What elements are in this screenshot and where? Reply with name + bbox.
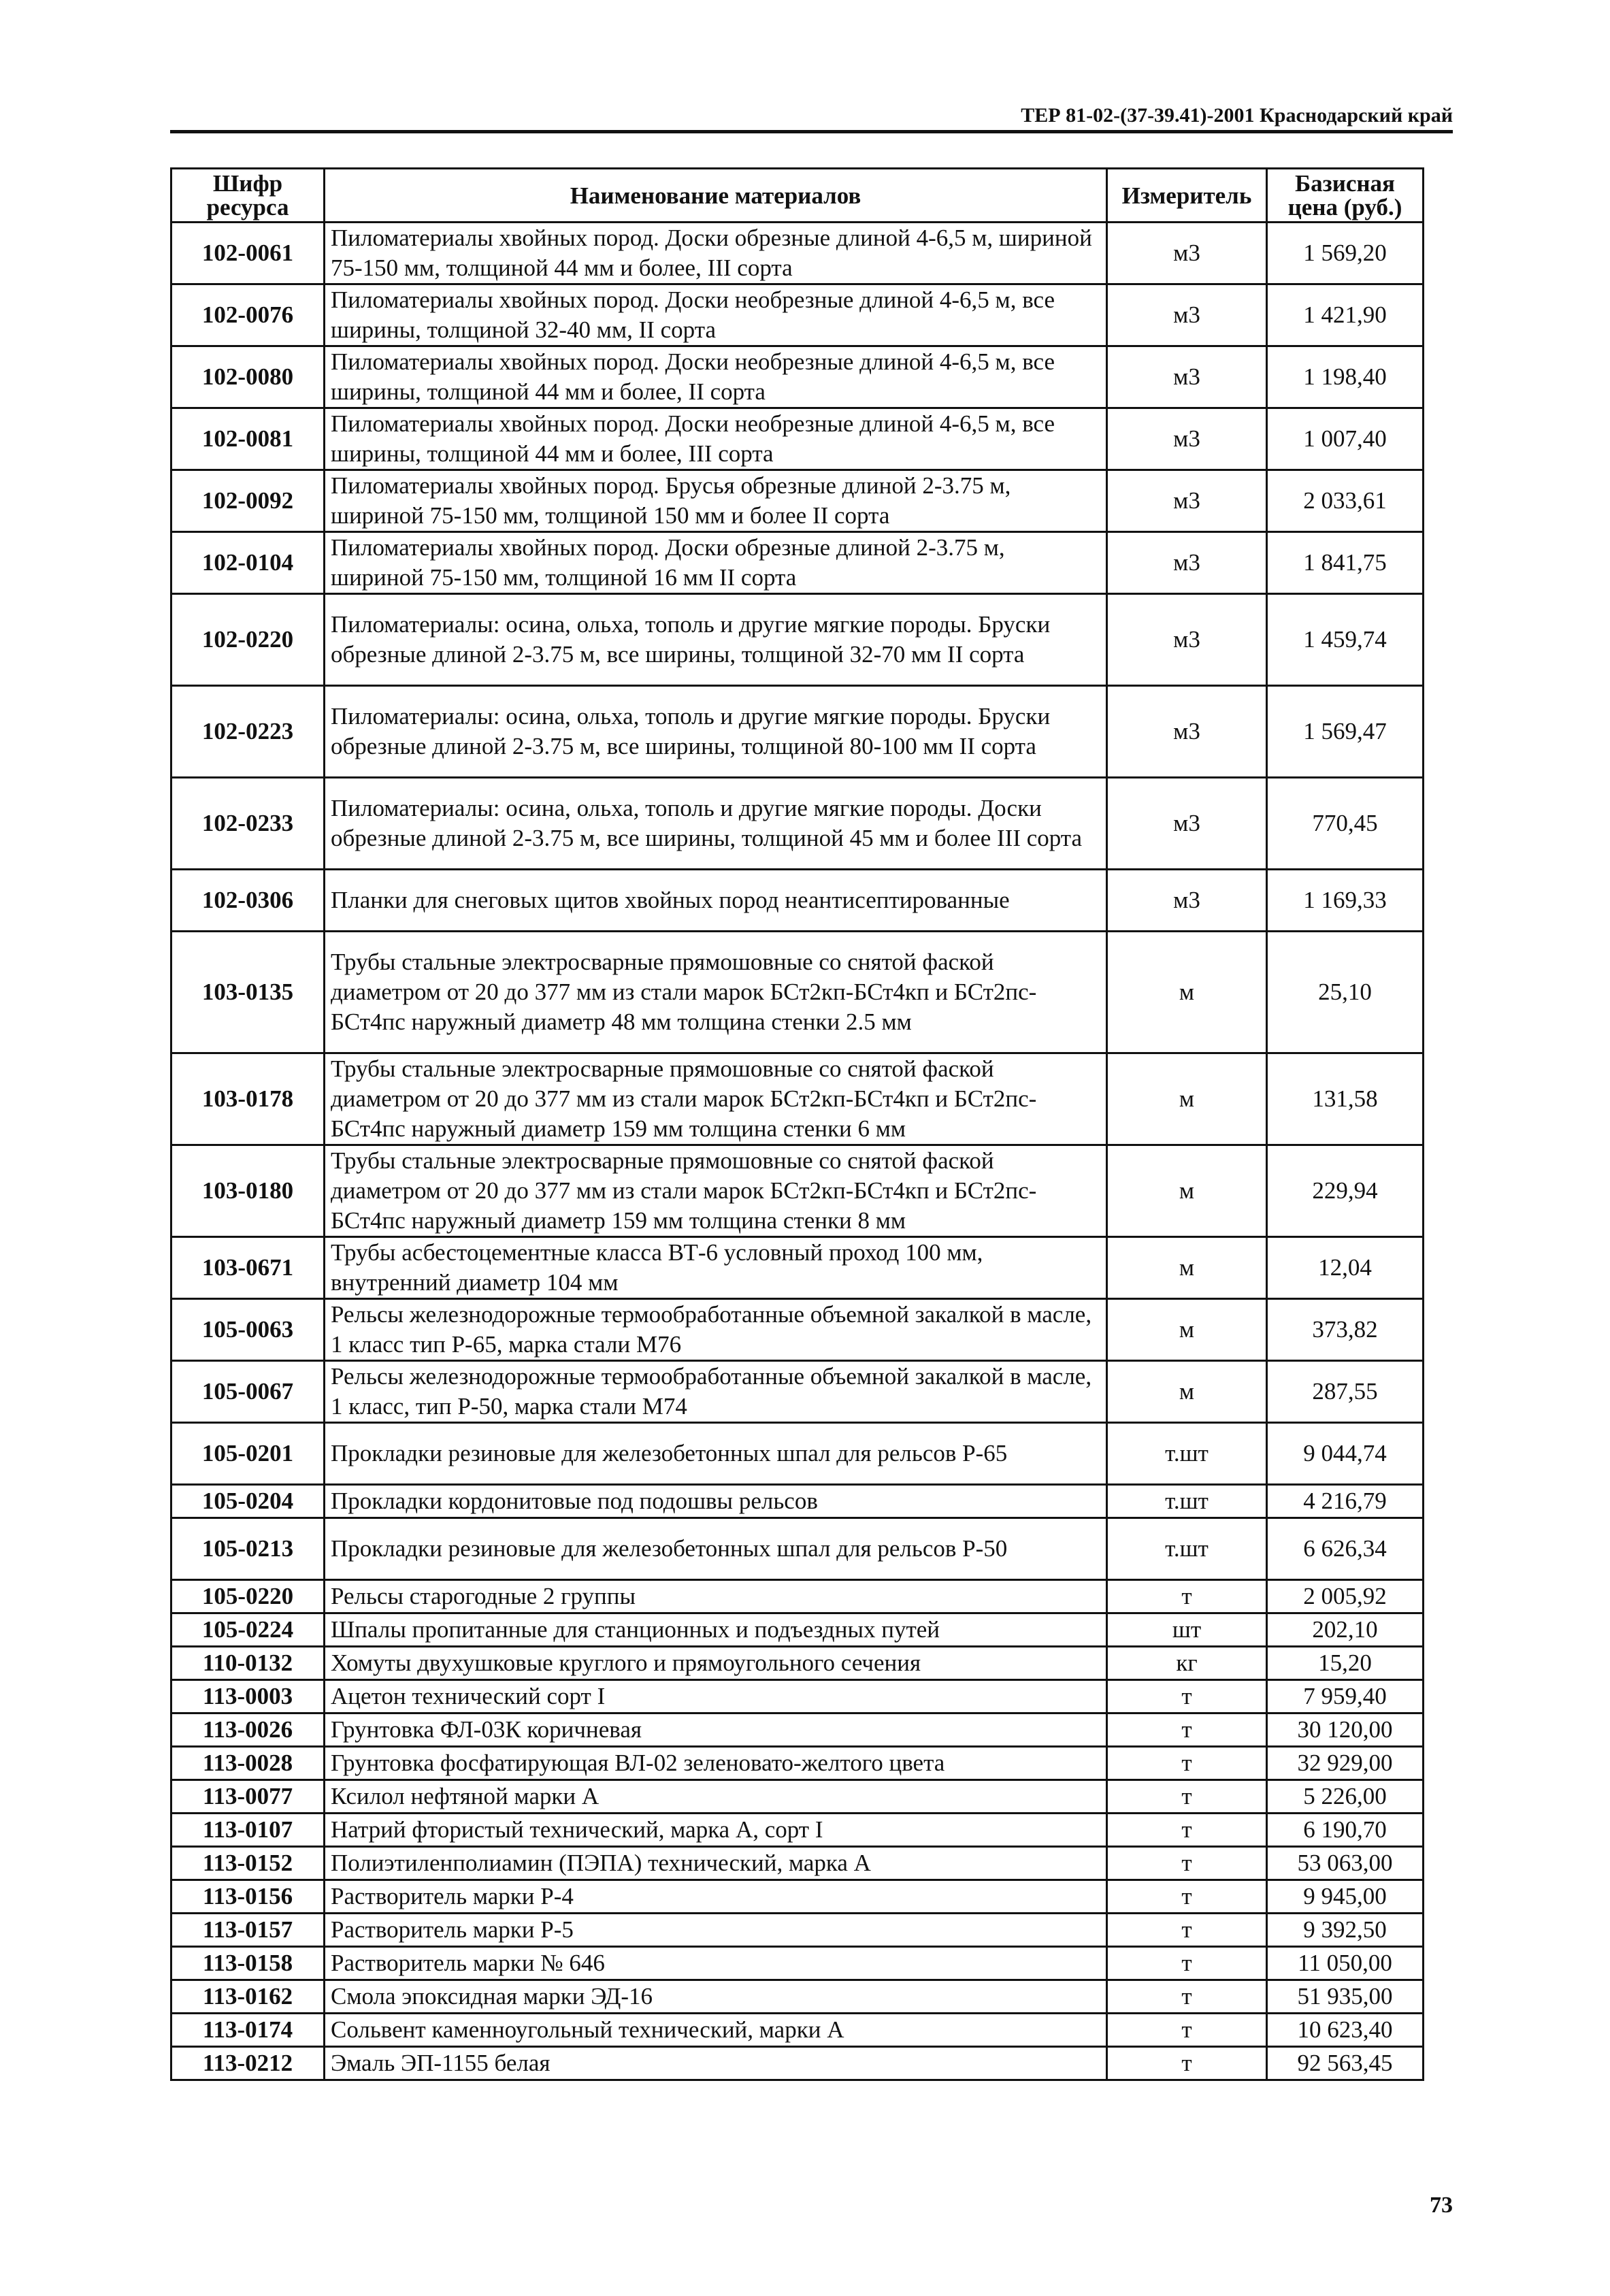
cell-name: Растворитель марки Р-4 [325,1880,1107,1914]
cell-price: 12,04 [1267,1237,1424,1299]
cell-price: 9 044,74 [1267,1423,1424,1485]
cell-price: 15,20 [1267,1647,1424,1680]
cell-code: 113-0003 [171,1680,325,1713]
cell-unit: м3 [1107,594,1267,686]
table-row [171,1299,1424,1361]
cell-code: 102-0092 [171,470,325,532]
table-row [171,1518,1424,1580]
cell-unit: т [1107,1914,1267,1947]
cell-unit: т [1107,1980,1267,2014]
cell-name: Смола эпоксидная марки ЭД-16 [325,1980,1107,2014]
cell-code: 102-0220 [171,594,325,686]
cell-name: Пиломатериалы хвойных пород. Доски необрезные длиной 4-6,5 м, все ширины, толщиной 44 мм и более, II сорта [325,346,1107,408]
materials-table [170,167,1424,2081]
table-row [171,470,1424,532]
cell-code: 113-0212 [171,2047,325,2080]
table-row [171,1680,1424,1713]
document-header: ТЕР 81-02-(37-39.41)-2001 Краснодарский край [1021,104,1453,127]
cell-unit: т [1107,1847,1267,1880]
table-row [171,223,1424,284]
cell-price: 2 033,61 [1267,470,1424,532]
cell-code: 103-0671 [171,1237,325,1299]
cell-price: 1 569,47 [1267,686,1424,778]
cell-price: 229,94 [1267,1145,1424,1237]
cell-price: 1 421,90 [1267,284,1424,346]
cell-name: Трубы стальные электросварные прямошовные со снятой фаской диаметром от 20 до 377 мм из стали марок БСт2кп-БСт4кп и БСт2пс-БСт4пс наружный диаметр 159 мм толщина стенки 8 мм [325,1145,1107,1237]
cell-price: 202,10 [1267,1613,1424,1647]
table-row [171,1847,1424,1880]
cell-name: Хомуты двухушковые круглого и прямоугольного сечения [325,1647,1107,1680]
cell-unit: м3 [1107,470,1267,532]
cell-code: 103-0178 [171,1053,325,1145]
header-rule [170,130,1453,133]
cell-code: 102-0081 [171,408,325,470]
cell-unit: м3 [1107,870,1267,932]
cell-name: Пиломатериалы хвойных пород. Брусья обрезные длиной 2-3.75 м, шириной 75-150 мм, толщиной 150 мм и более II сорта [325,470,1107,532]
cell-code: 113-0157 [171,1914,325,1947]
cell-price: 6 626,34 [1267,1518,1424,1580]
cell-name: Рельсы железнодорожные термообработанные объемной закалкой в масле, 1 класс, тип Р-50, марка стали М74 [325,1361,1107,1423]
cell-unit: т.шт [1107,1485,1267,1518]
table-row [171,686,1424,778]
cell-unit: т.шт [1107,1518,1267,1580]
cell-unit: т [1107,1747,1267,1780]
cell-price: 6 190,70 [1267,1814,1424,1847]
table-row [171,870,1424,932]
cell-code: 110-0132 [171,1647,325,1680]
cell-price: 92 563,45 [1267,2047,1424,2080]
table-row [171,1485,1424,1518]
cell-price: 25,10 [1267,932,1424,1053]
cell-code: 105-0067 [171,1361,325,1423]
cell-price: 9 945,00 [1267,1880,1424,1914]
cell-code: 103-0135 [171,932,325,1053]
cell-code: 113-0028 [171,1747,325,1780]
cell-name: Грунтовка ФЛ-03К коричневая [325,1713,1107,1747]
cell-unit: м [1107,932,1267,1053]
table-row [171,532,1424,594]
cell-price: 51 935,00 [1267,1980,1424,2014]
table-row [171,1914,1424,1947]
cell-price: 11 050,00 [1267,1947,1424,1980]
cell-price: 1 841,75 [1267,532,1424,594]
cell-name: Пиломатериалы: осина, ольха, тополь и другие мягкие породы. Бруски обрезные длиной 2-3.75 м, все ширины, толщиной 32-70 мм II сорта [325,594,1107,686]
cell-code: 113-0077 [171,1780,325,1814]
cell-code: 105-0220 [171,1580,325,1613]
table-row [171,2047,1424,2080]
cell-unit: м3 [1107,532,1267,594]
cell-code: 113-0152 [171,1847,325,1880]
table-row [171,594,1424,686]
cell-code: 105-0063 [171,1299,325,1361]
table-row [171,1814,1424,1847]
cell-price: 131,58 [1267,1053,1424,1145]
column-header-price: Базисная цена (руб.) [1267,169,1424,223]
table-row [171,1361,1424,1423]
table-row [171,1947,1424,1980]
cell-code: 103-0180 [171,1145,325,1237]
cell-unit: м [1107,1361,1267,1423]
table-row [171,1053,1424,1145]
cell-unit: кг [1107,1647,1267,1680]
cell-unit: м [1107,1299,1267,1361]
cell-name: Пиломатериалы хвойных пород. Доски необрезные длиной 4-6,5 м, все ширины, толщиной 44 мм и более, III сорта [325,408,1107,470]
cell-name: Ксилол нефтяной марки А [325,1780,1107,1814]
cell-price: 373,82 [1267,1299,1424,1361]
table-row [171,1145,1424,1237]
table-row [171,1580,1424,1613]
cell-price: 30 120,00 [1267,1713,1424,1747]
table-row [171,1713,1424,1747]
cell-code: 105-0224 [171,1613,325,1647]
cell-name: Грунтовка фосфатирующая ВЛ-02 зеленовато-желтого цвета [325,1747,1107,1780]
table-row [171,1880,1424,1914]
cell-name: Пиломатериалы хвойных пород. Доски необрезные длиной 4-6,5 м, все ширины, толщиной 32-40 мм, II сорта [325,284,1107,346]
cell-name: Ацетон технический сорт I [325,1680,1107,1713]
cell-name: Рельсы старогодные 2 группы [325,1580,1107,1613]
cell-price: 9 392,50 [1267,1914,1424,1947]
cell-unit: м [1107,1053,1267,1145]
table-row [171,1647,1424,1680]
cell-name: Пиломатериалы: осина, ольха, тополь и другие мягкие породы. Доски обрезные длиной 2-3.75 м, все ширины, толщиной 45 мм и более III сорта [325,778,1107,870]
cell-unit: т [1107,1880,1267,1914]
cell-unit: м3 [1107,223,1267,284]
cell-unit: т [1107,1780,1267,1814]
cell-unit: т [1107,2014,1267,2047]
cell-unit: т [1107,2047,1267,2080]
cell-name: Шпалы пропитанные для станционных и подъездных путей [325,1613,1107,1647]
table-row [171,1980,1424,2014]
cell-price: 10 623,40 [1267,2014,1424,2047]
cell-price: 32 929,00 [1267,1747,1424,1780]
cell-price: 770,45 [1267,778,1424,870]
cell-unit: м3 [1107,408,1267,470]
cell-price: 4 216,79 [1267,1485,1424,1518]
cell-name: Прокладки резиновые для железобетонных шпал для рельсов Р-50 [325,1518,1107,1580]
cell-unit: м3 [1107,346,1267,408]
cell-unit: т [1107,1713,1267,1747]
cell-unit: т [1107,1947,1267,1980]
cell-price: 2 005,92 [1267,1580,1424,1613]
cell-name: Пиломатериалы: осина, ольха, тополь и другие мягкие породы. Бруски обрезные длиной 2-3.75 м, все ширины, толщиной 80-100 мм II сорта [325,686,1107,778]
table-row [171,284,1424,346]
cell-unit: м [1107,1237,1267,1299]
cell-code: 113-0162 [171,1980,325,2014]
cell-price: 1 169,33 [1267,870,1424,932]
table-row [171,932,1424,1053]
cell-price: 1 459,74 [1267,594,1424,686]
cell-code: 102-0306 [171,870,325,932]
cell-code: 113-0158 [171,1947,325,1980]
cell-name: Сольвент каменноугольный технический, марки А [325,2014,1107,2047]
cell-name: Эмаль ЭП-1155 белая [325,2047,1107,2080]
cell-unit: м3 [1107,284,1267,346]
cell-code: 113-0026 [171,1713,325,1747]
table-row [171,1423,1424,1485]
cell-name: Трубы асбестоцементные класса ВТ-6 условный проход 100 мм, внутренний диаметр 104 мм [325,1237,1107,1299]
cell-name: Пиломатериалы хвойных пород. Доски обрезные длиной 4-6,5 м, шириной 75-150 мм, толщиной 44 мм и более, III сорта [325,223,1107,284]
page-number: 73 [1430,2193,1453,2218]
cell-name: Натрий фтористый технический, марка А, сорт I [325,1814,1107,1847]
cell-code: 113-0107 [171,1814,325,1847]
cell-unit: м3 [1107,778,1267,870]
cell-code: 102-0080 [171,346,325,408]
table-body [171,223,1424,2080]
cell-unit: шт [1107,1613,1267,1647]
cell-price: 53 063,00 [1267,1847,1424,1880]
cell-name: Пиломатериалы хвойных пород. Доски обрезные длиной 2-3.75 м, шириной 75-150 мм, толщиной 16 мм II сорта [325,532,1107,594]
cell-code: 102-0233 [171,778,325,870]
cell-code: 105-0213 [171,1518,325,1580]
table-row [171,778,1424,870]
cell-unit: т [1107,1680,1267,1713]
cell-price: 287,55 [1267,1361,1424,1423]
cell-name: Трубы стальные электросварные прямошовные со снятой фаской диаметром от 20 до 377 мм из стали марок БСт2кп-БСт4кп и БСт2пс-БСт4пс наружный диаметр 48 мм толщина стенки 2.5 мм [325,932,1107,1053]
cell-price: 5 226,00 [1267,1780,1424,1814]
cell-unit: т [1107,1580,1267,1613]
cell-code: 102-0104 [171,532,325,594]
table-row [171,1613,1424,1647]
table-row [171,408,1424,470]
cell-name: Рельсы железнодорожные термообработанные объемной закалкой в масле, 1 класс тип Р-65, марка стали М76 [325,1299,1107,1361]
column-header-name: Наименование материалов [325,169,1107,223]
cell-name: Трубы стальные электросварные прямошовные со снятой фаской диаметром от 20 до 377 мм из стали марок БСт2кп-БСт4кп и БСт2пс-БСт4пс наружный диаметр 159 мм толщина стенки 6 мм [325,1053,1107,1145]
cell-price: 1 198,40 [1267,346,1424,408]
cell-code: 102-0076 [171,284,325,346]
cell-name: Планки для снеговых щитов хвойных пород неантисептированные [325,870,1107,932]
cell-name: Растворитель марки Р-5 [325,1914,1107,1947]
cell-name: Растворитель марки № 646 [325,1947,1107,1980]
cell-name: Прокладки кордонитовые под подошвы рельсов [325,1485,1107,1518]
column-header-code: Шифр ресурса [171,169,325,223]
cell-price: 1 007,40 [1267,408,1424,470]
cell-price: 1 569,20 [1267,223,1424,284]
table-row [171,346,1424,408]
cell-unit: м3 [1107,686,1267,778]
column-header-unit: Измеритель [1107,169,1267,223]
table-row [171,1780,1424,1814]
table-header-row [171,169,1424,223]
cell-name: Прокладки резиновые для железобетонных шпал для рельсов Р-65 [325,1423,1107,1485]
cell-unit: т.шт [1107,1423,1267,1485]
cell-code: 105-0204 [171,1485,325,1518]
cell-unit: м [1107,1145,1267,1237]
table-row [171,2014,1424,2047]
cell-code: 102-0223 [171,686,325,778]
table-row [171,1747,1424,1780]
cell-code: 105-0201 [171,1423,325,1485]
cell-code: 113-0174 [171,2014,325,2047]
table-row [171,1237,1424,1299]
cell-code: 113-0156 [171,1880,325,1914]
cell-unit: т [1107,1814,1267,1847]
cell-code: 102-0061 [171,223,325,284]
cell-price: 7 959,40 [1267,1680,1424,1713]
cell-name: Полиэтиленполиамин (ПЭПА) технический, марка А [325,1847,1107,1880]
